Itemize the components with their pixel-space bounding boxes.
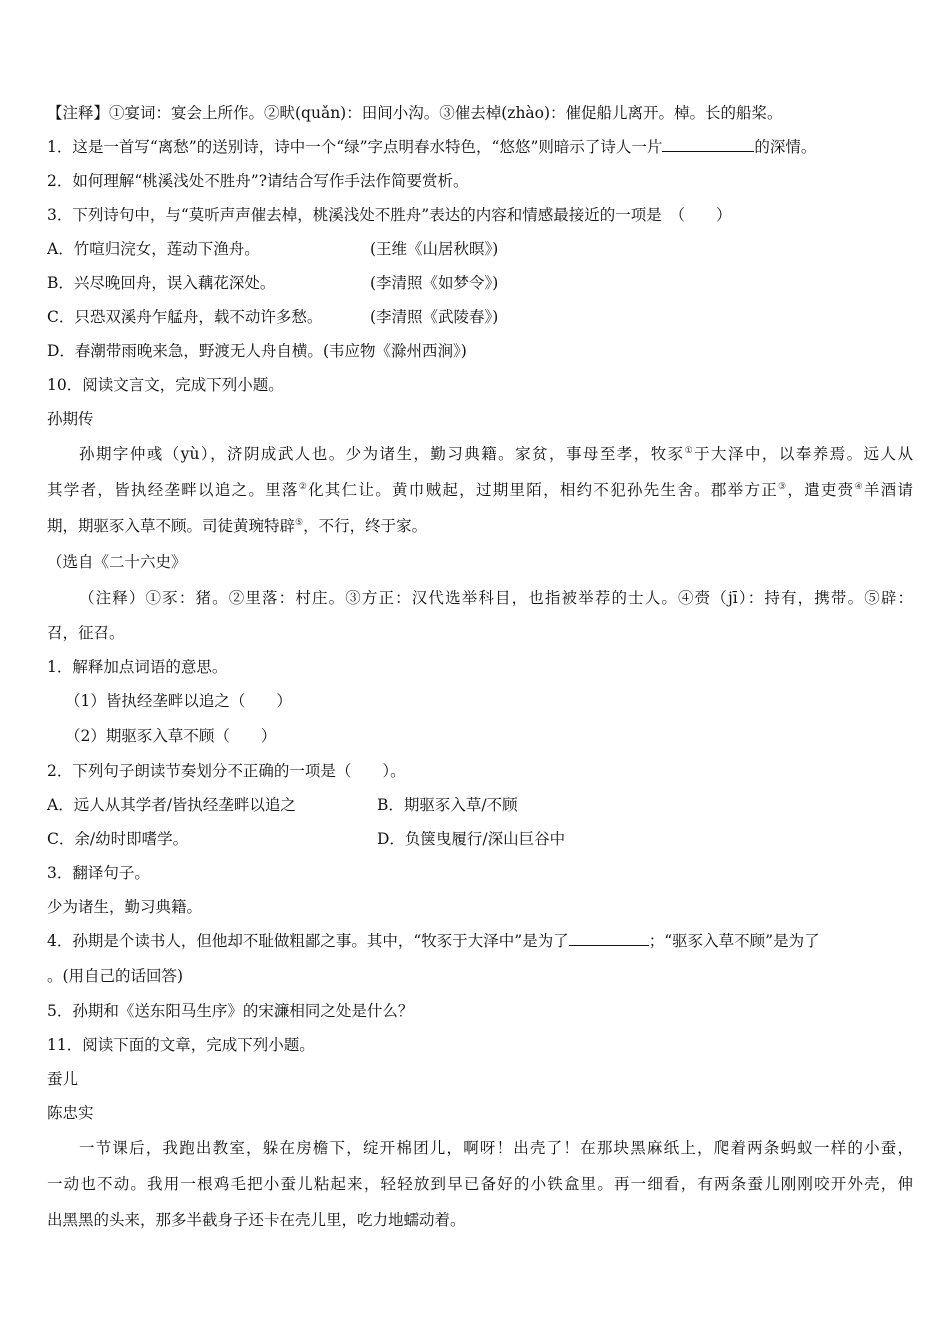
question-1 — [47, 130, 913, 164]
answer-blank[interactable] — [662, 131, 754, 152]
poem-notes: 【注释】①宴词：宴会上所作。②畎(quǎn)：田间小沟。③催去棹(zhào)：催促船儿离开。棹。长的船桨。 — [47, 104, 783, 122]
sub-question-3-sentence: 少为诸生，勤习典籍。 — [47, 898, 203, 916]
text-span: 4．孙期是个读书人，但他却不耻做粗鄙之事。其中，“牧豕于大泽中”是为了 — [47, 932, 569, 950]
option-text: C．只恐双溪舟乍艋舟，载不动许多愁。 — [47, 308, 323, 326]
passage-line — [47, 472, 913, 508]
text-span: 其学者，皆执经垄畔以追之。里落 — [47, 481, 299, 499]
sub-question-4 — [47, 924, 913, 958]
text-span: ② — [298, 481, 309, 492]
option-text: B．兴尽晚回舟，误入藕花深处。 — [47, 274, 276, 292]
answer-blank[interactable] — [569, 925, 649, 946]
option-row — [47, 788, 913, 822]
text-span: 化其仁让。黄巾贼起，过期里陌，相约不犯孙先生舍。郡举方正 — [308, 481, 779, 499]
text-span: 期，期驱豕入草不顾。司徒黄琬特辟 — [47, 517, 296, 535]
text-span: 羊酒请 — [863, 481, 913, 499]
article-title: 蚕儿 — [47, 1070, 79, 1088]
text-span: ① — [684, 445, 695, 456]
option-source: (韦应物《滁州西涧》) — [322, 342, 467, 360]
document-page — [47, 96, 913, 1238]
sub-question-3: 3．翻译句子。 — [47, 864, 150, 882]
passage-notes: 召，征召。 — [47, 624, 125, 642]
question-text: 1．这是一首写“离愁”的送别诗，诗中一个“绿”字点明春水特色，“悠悠”则暗示了诗人一片 — [47, 138, 663, 156]
option-c — [47, 300, 913, 334]
article-line: 出黑黑的头来，那多半截身子还卡在壳儿里，吃力地蠕动着。 — [47, 1211, 466, 1229]
text-span: ③ — [778, 481, 788, 492]
question-3: 3．下列诗句中，与“莫听声声催去棹，桃溪浅处不胜舟”表达的内容和情感最接近的一项是 （ ） — [47, 206, 732, 224]
option-row — [47, 822, 913, 856]
question-10-heading: 10．阅读文言文，完成下列小题。 — [47, 376, 284, 394]
text-span: ⑤ — [295, 517, 304, 528]
sub-question-item: （1）皆执经垄畔以追之（ ） — [65, 692, 292, 710]
option-text: B．期驱豕入草/不顾 — [377, 796, 518, 814]
sub-question-item: （2）期驱豕入草不顾（ ） — [65, 727, 277, 745]
sub-question-4-cont: 。(用自己的话回答) — [47, 967, 184, 985]
text-span: ，不行，终于家。 — [303, 517, 428, 535]
option-text: A．远人从其学者/皆执经垄畔以追之 — [47, 796, 296, 814]
option-d — [47, 334, 913, 368]
option-text: D．负箧曳履行/深山巨谷中 — [377, 830, 566, 848]
sub-question-1: 1．解释加点词语的意思。 — [47, 658, 228, 676]
passage-line — [47, 436, 913, 472]
passage-notes: （注释）①豕：猪。②里落：村庄。③方正：汉代选举科目，也指被举荐的士人。④赍（jī）：持有，携带。⑤辟： — [79, 589, 913, 607]
text-span: ，遣吏赍 — [787, 481, 855, 499]
option-text: D．春潮带雨晚来急，野渡无人舟自横。 — [47, 342, 323, 360]
question-2: 2．如何理解“桃溪浅处不胜舟”?请结合写作手法作简要赏析。 — [47, 172, 469, 190]
option-a — [47, 232, 913, 266]
passage-title: 孙期传 — [47, 410, 94, 428]
question-11-heading: 11．阅读下面的文章，完成下列小题。 — [47, 1036, 315, 1054]
option-b — [47, 266, 913, 300]
text-span: ；“驱豕入草不顾”是为了 — [648, 932, 820, 950]
article-line: 一节课后，我跑出教室，躲在房檐下，绽开棉团儿，啊呀！出壳了！在那块黑麻纸上，爬着两条蚂蚁一样的小蚕， — [79, 1139, 913, 1157]
article-author: 陈忠实 — [47, 1104, 94, 1122]
option-text: C．余/幼时即嗜学。 — [47, 830, 189, 848]
passage-line — [47, 508, 913, 544]
sub-question-5: 5．孙期和《送东阳马生序》的宋濂相同之处是什么？ — [47, 1002, 414, 1020]
sub-question-2: 2．下列句子朗读节奏划分不正确的一项是（ ）。 — [47, 762, 406, 780]
text-span: 孙期字仲彧（yù），济阴成武人也。少为诸生，勤习典籍。家贫，事母至孝，牧豕 — [79, 445, 685, 463]
passage-source: （选自《二十六史》 — [47, 553, 187, 571]
option-text: A．竹喧归浣女，莲动下渔舟。 — [47, 240, 260, 258]
text-span: 于大泽中，以奉养焉。远人从 — [694, 445, 913, 463]
option-source: (王维《山居秋暝》) — [370, 240, 499, 258]
article-line: 一动也不动。我用一根鸡毛把小蚕儿粘起来，轻轻放到早已备好的小铁盒里。再一细看，有两条蚕儿刚刚咬开外壳，伸 — [47, 1175, 913, 1193]
text-span: ④ — [854, 481, 864, 492]
option-source: (李清照《如梦令》) — [370, 274, 499, 292]
option-source: (李清照《武陵春》) — [370, 308, 499, 326]
question-text: 的深情。 — [754, 138, 817, 156]
